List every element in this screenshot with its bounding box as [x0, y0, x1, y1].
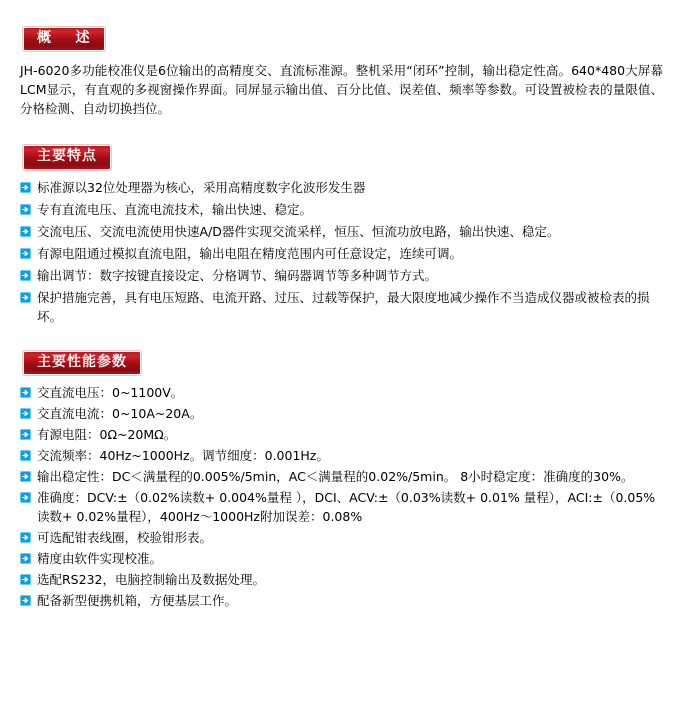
list-item-label: 专有直流电压、直流电流技术，输出快速、稳定。	[37, 201, 313, 217]
list-item	[20, 570, 665, 589]
list-item-label: 有源电阻通过模拟直流电阻，输出电阻在精度范围内可任意设定，连续可调。	[37, 245, 463, 261]
product-description-page	[0, 26, 683, 709]
list-item-label: 交直流电流：0~10A~20A。	[37, 406, 203, 422]
list-item	[20, 383, 665, 402]
list-item-label: 配备新型便携机箱，方便基层工作。	[37, 593, 238, 609]
section-heading-specifications: 主要性能参数	[22, 350, 142, 376]
list-item	[20, 200, 665, 219]
list-item-label: 精度由软件实现校准。	[37, 551, 163, 567]
list-item	[20, 222, 665, 241]
list-item	[20, 266, 665, 285]
list-item-label: 保护措施完善，具有电压短路、电流开路、过压、过载等保护，最大限度地减少操作不当造成仪器或被检表的损坏。	[37, 289, 650, 324]
list-item-label: 输出调节：数字按键直接设定、分格调节、编码器调节等多种调节方式。	[37, 267, 438, 283]
list-item-label: 交流频率：40Hz~1000Hz。调节细度：0.001Hz。	[37, 448, 329, 464]
specifications-list	[0, 383, 683, 610]
list-item	[20, 178, 665, 197]
list-item	[20, 288, 665, 326]
list-item	[20, 488, 665, 526]
arrow-right-square-icon	[20, 492, 31, 503]
arrow-right-square-icon	[20, 248, 31, 259]
list-item-label: 有源电阻：0Ω~20MΩ。	[37, 427, 177, 443]
arrow-right-square-icon	[20, 574, 31, 585]
arrow-right-square-icon	[20, 292, 31, 303]
list-item-label: 输出稳定性：DC＜满量程的0.005%/5min，AC＜满量程的0.02%/5min。 8小时稳定度：准确度的30%。	[37, 469, 634, 485]
section-specifications	[0, 350, 683, 610]
list-item-label: 选配RS232，电脑控制输出及数据处理。	[37, 572, 265, 588]
list-item	[20, 244, 665, 263]
arrow-right-square-icon	[20, 226, 31, 237]
list-item-label: 标准源以32位处理器为核心，采用高精度数字化波形发生器	[37, 179, 366, 195]
list-item-label: 可选配钳表线圈，校验钳形表。	[37, 530, 213, 546]
arrow-right-square-icon	[20, 408, 31, 419]
section-heading-overview: 概 述	[22, 26, 106, 52]
list-item-label: 准确度：DCV:±（0.02%读数+ 0.004%量程 ），DCI、ACV:±（0.03%读数+ 0.01% 量程），ACI:±（0.05%读数+ 0.02%量程），400Hz～1000Hz附加误差：0.08%	[37, 490, 656, 525]
list-item	[20, 467, 665, 486]
overview-paragraph: JH-6020多功能校准仪是6位输出的高精度交、直流标准源。整机采用“闭环”控制，输出稳定性高。640*480大屏幕LCM显示，有直观的多视窗操作界面。同屏显示输出值、百分比值、误差值、频率等参数。可设置被检表的量限值、分格检测、自动切换挡位。	[20, 63, 663, 117]
list-item	[20, 549, 665, 568]
list-item-label: 交流电压、交流电流使用快速A/D器件实现交流采样，恒压、恒流功放电路，输出快速、稳定。	[37, 223, 560, 239]
list-item-label: 交直流电压：0~1100V。	[37, 385, 184, 401]
features-list	[0, 178, 683, 326]
arrow-right-square-icon	[20, 553, 31, 564]
arrow-right-square-icon	[20, 450, 31, 461]
arrow-right-square-icon	[20, 471, 31, 482]
arrow-right-square-icon	[20, 532, 31, 543]
list-item	[20, 528, 665, 547]
list-item	[20, 425, 665, 444]
section-heading-features: 主要特点	[22, 144, 112, 170]
list-item	[20, 404, 665, 423]
arrow-right-square-icon	[20, 204, 31, 215]
arrow-right-square-icon	[20, 429, 31, 440]
list-item	[20, 446, 665, 465]
section-overview	[0, 26, 683, 118]
arrow-right-square-icon	[20, 595, 31, 606]
arrow-right-square-icon	[20, 270, 31, 281]
list-item	[20, 591, 665, 610]
section-features	[0, 144, 683, 325]
arrow-right-square-icon	[20, 387, 31, 398]
arrow-right-square-icon	[20, 182, 31, 193]
